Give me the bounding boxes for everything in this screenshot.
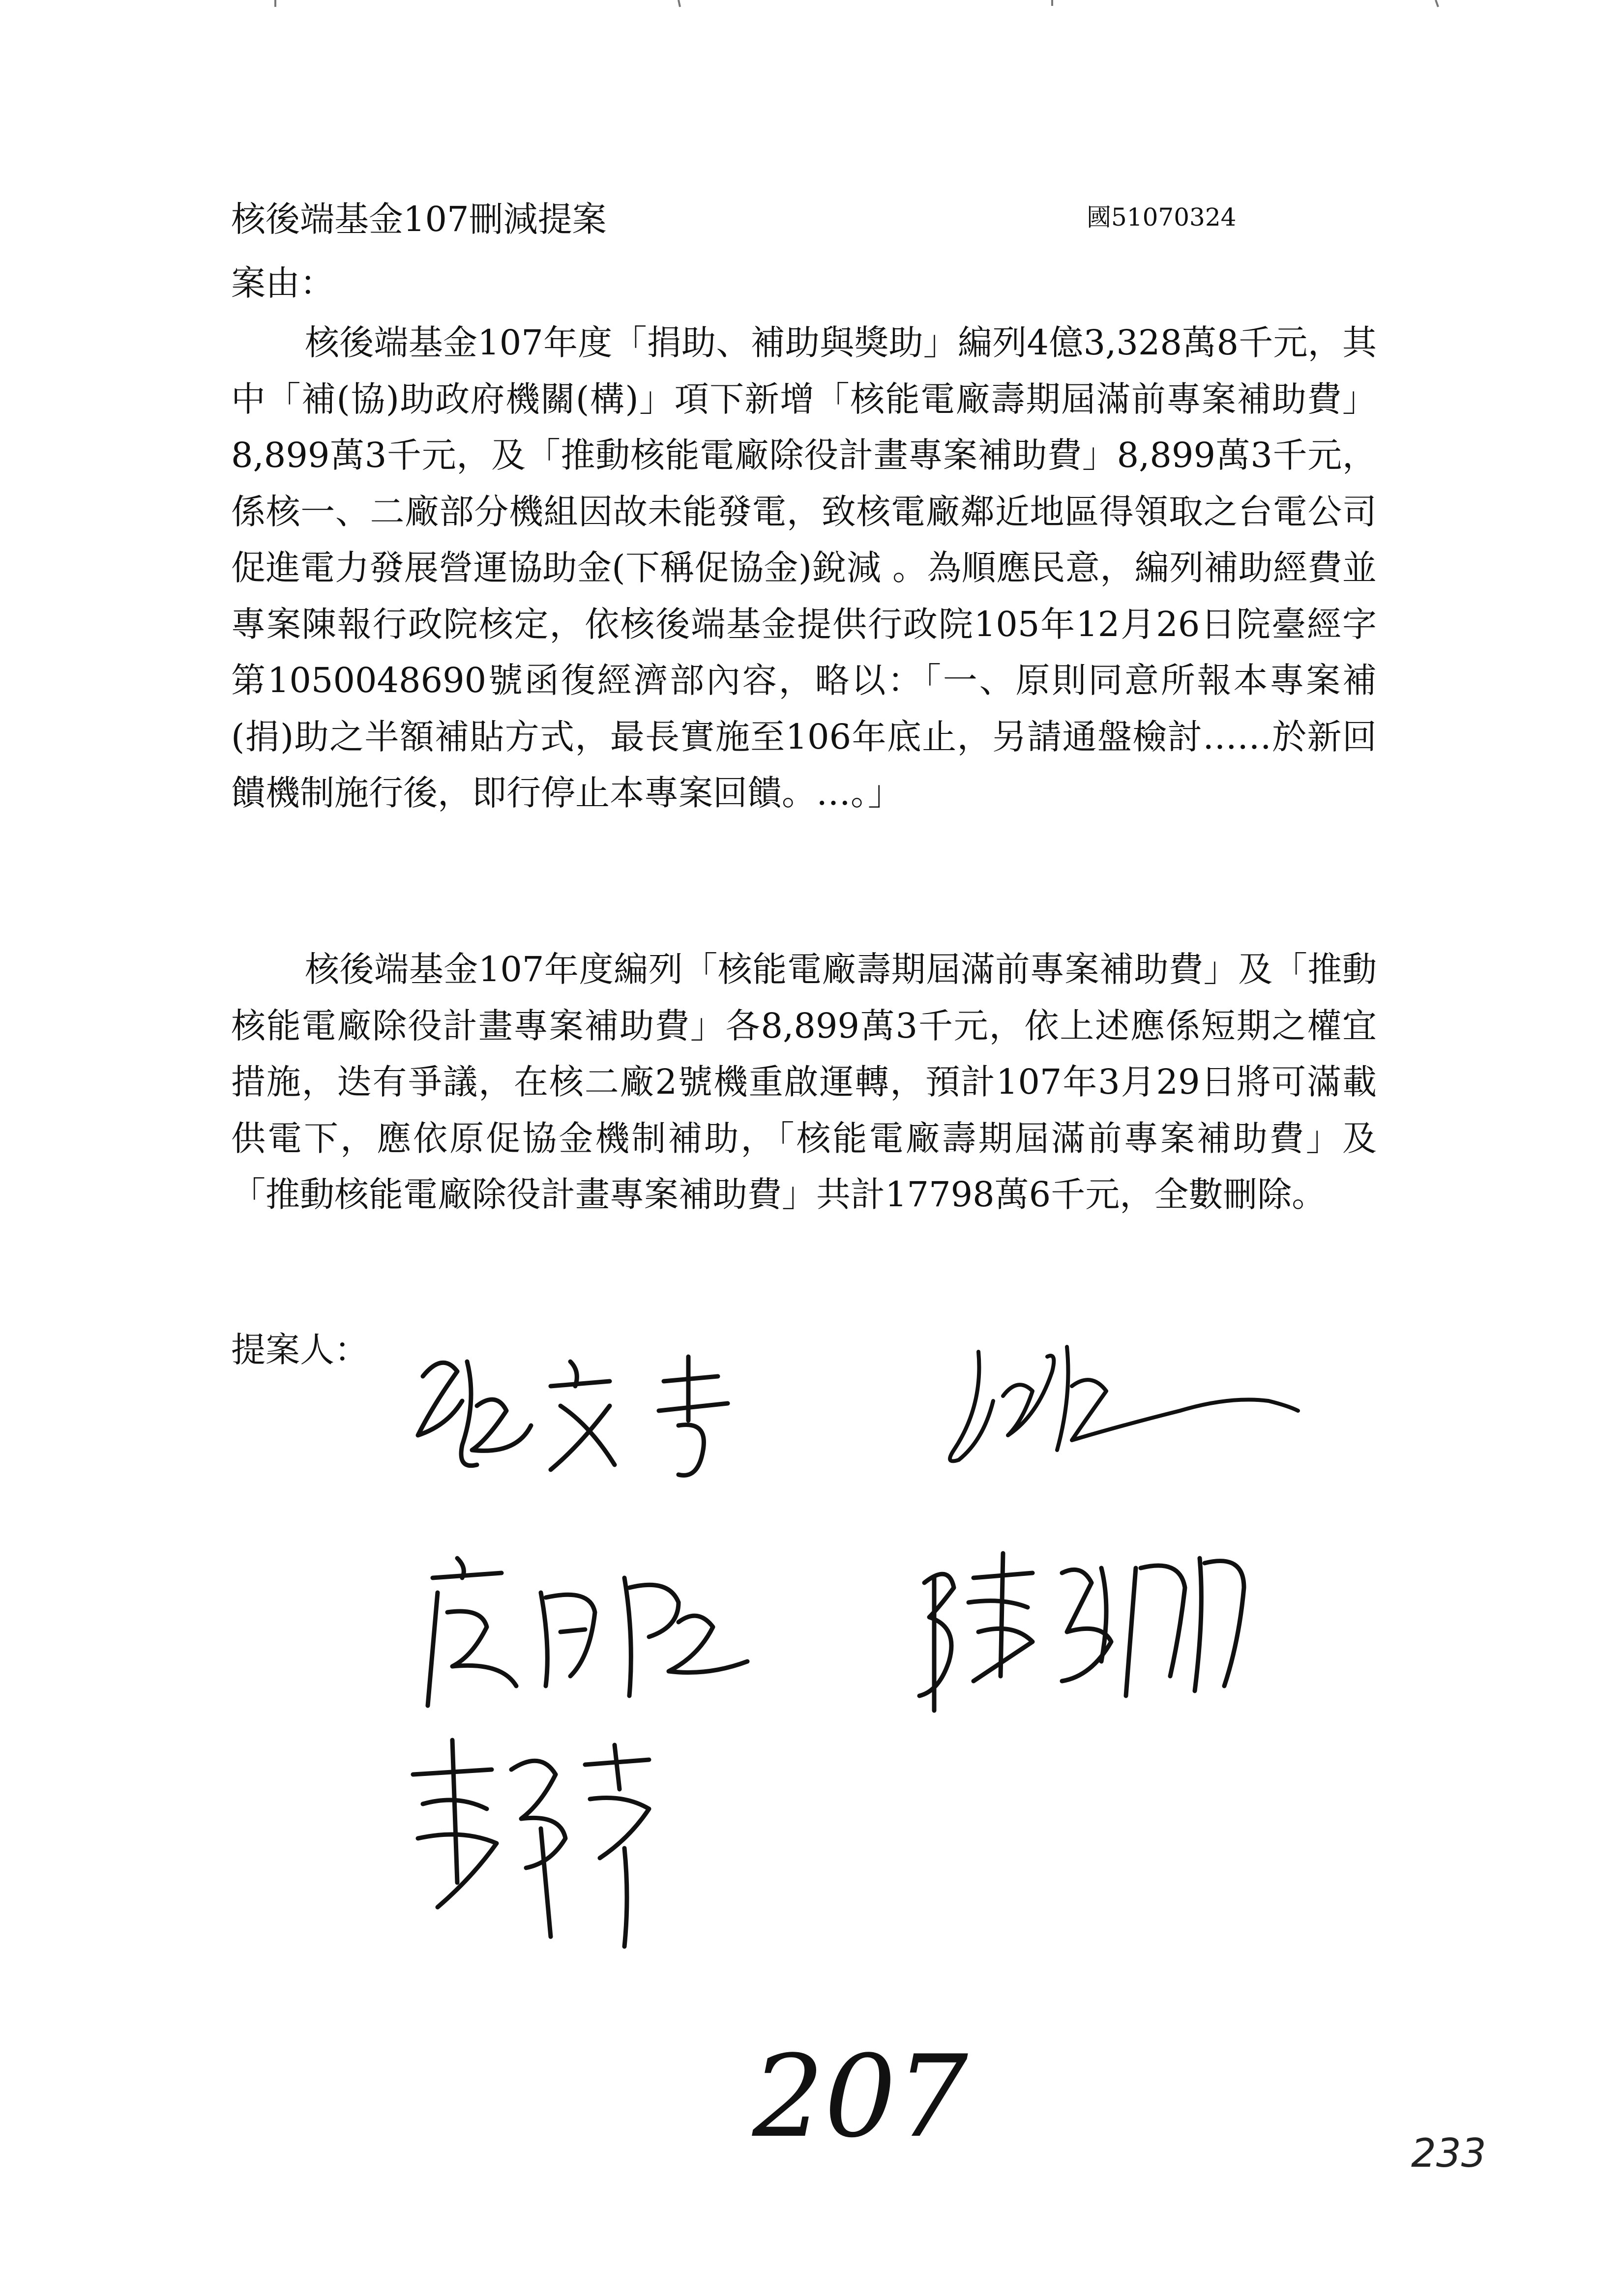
document-header: [231, 192, 1411, 246]
page-number-text: 207: [752, 2040, 968, 2158]
corner-number-text: 233: [1411, 2130, 1486, 2176]
proposer-label: 提案人：: [231, 1330, 369, 1370]
signature-3: [403, 1548, 797, 1725]
handwritten-corner-number: [1406, 2128, 1505, 2178]
reason-label: 案由：: [231, 263, 334, 303]
signature-4: [905, 1534, 1259, 1725]
reason-paragraph-1: 核後端基金107年度「捐助、補助與獎助」編列4億3,328萬8千元，其中「補(協)助政府機關(構)」項下新增「核能電廠壽期屆滿前專案補助費」8,899萬3千元，及「推動核能電廠除役計畫專案補助費」8,899萬3千元，係核一、二廠部分機組因故未能發電，致核電廠鄰近地區得領取之台電公司促進電力發展營運協助金(下稱促協金)銳減 。為順應民意，編列補助經費並專案陳報行政院核定，依核後端基金提供行政院105年12月26日院臺經字第1050048690號函復經濟部內容，略以：「一、原則同意所報本專案補(捐)助之半額補貼方式，最長實施至106年底止，另請通盤檢討……於新回饋機制施行後，即行停止本專案回饋。…。」: [231, 322, 1377, 813]
signature-2: [924, 1327, 1308, 1484]
document-title: 核後端基金107刪減提案: [231, 199, 607, 239]
scan-edge-marks: [0, 0, 1624, 20]
reason-paragraph-2: 核後端基金107年度編列「核能電廠壽期屆滿前專案補助費」及「推動核能電廠除役計畫專案補助費」各8,899萬3千元，依上述應係短期之權宜措施，迭有爭議，在核二廠2號機重啟運轉，預計107年3月29日將可滿載供電下，應依原促協金機制補助，「核能電廠壽期屆滿前專案補助費」及「推動核能電廠除役計畫專案補助費」共計17798萬6千元，全數刪除。: [231, 949, 1377, 1215]
document-number: 國51070324: [1087, 203, 1237, 232]
signature-5: [393, 1720, 669, 1951]
handwritten-page-number: [742, 2040, 998, 2158]
signature-1: [403, 1342, 797, 1504]
